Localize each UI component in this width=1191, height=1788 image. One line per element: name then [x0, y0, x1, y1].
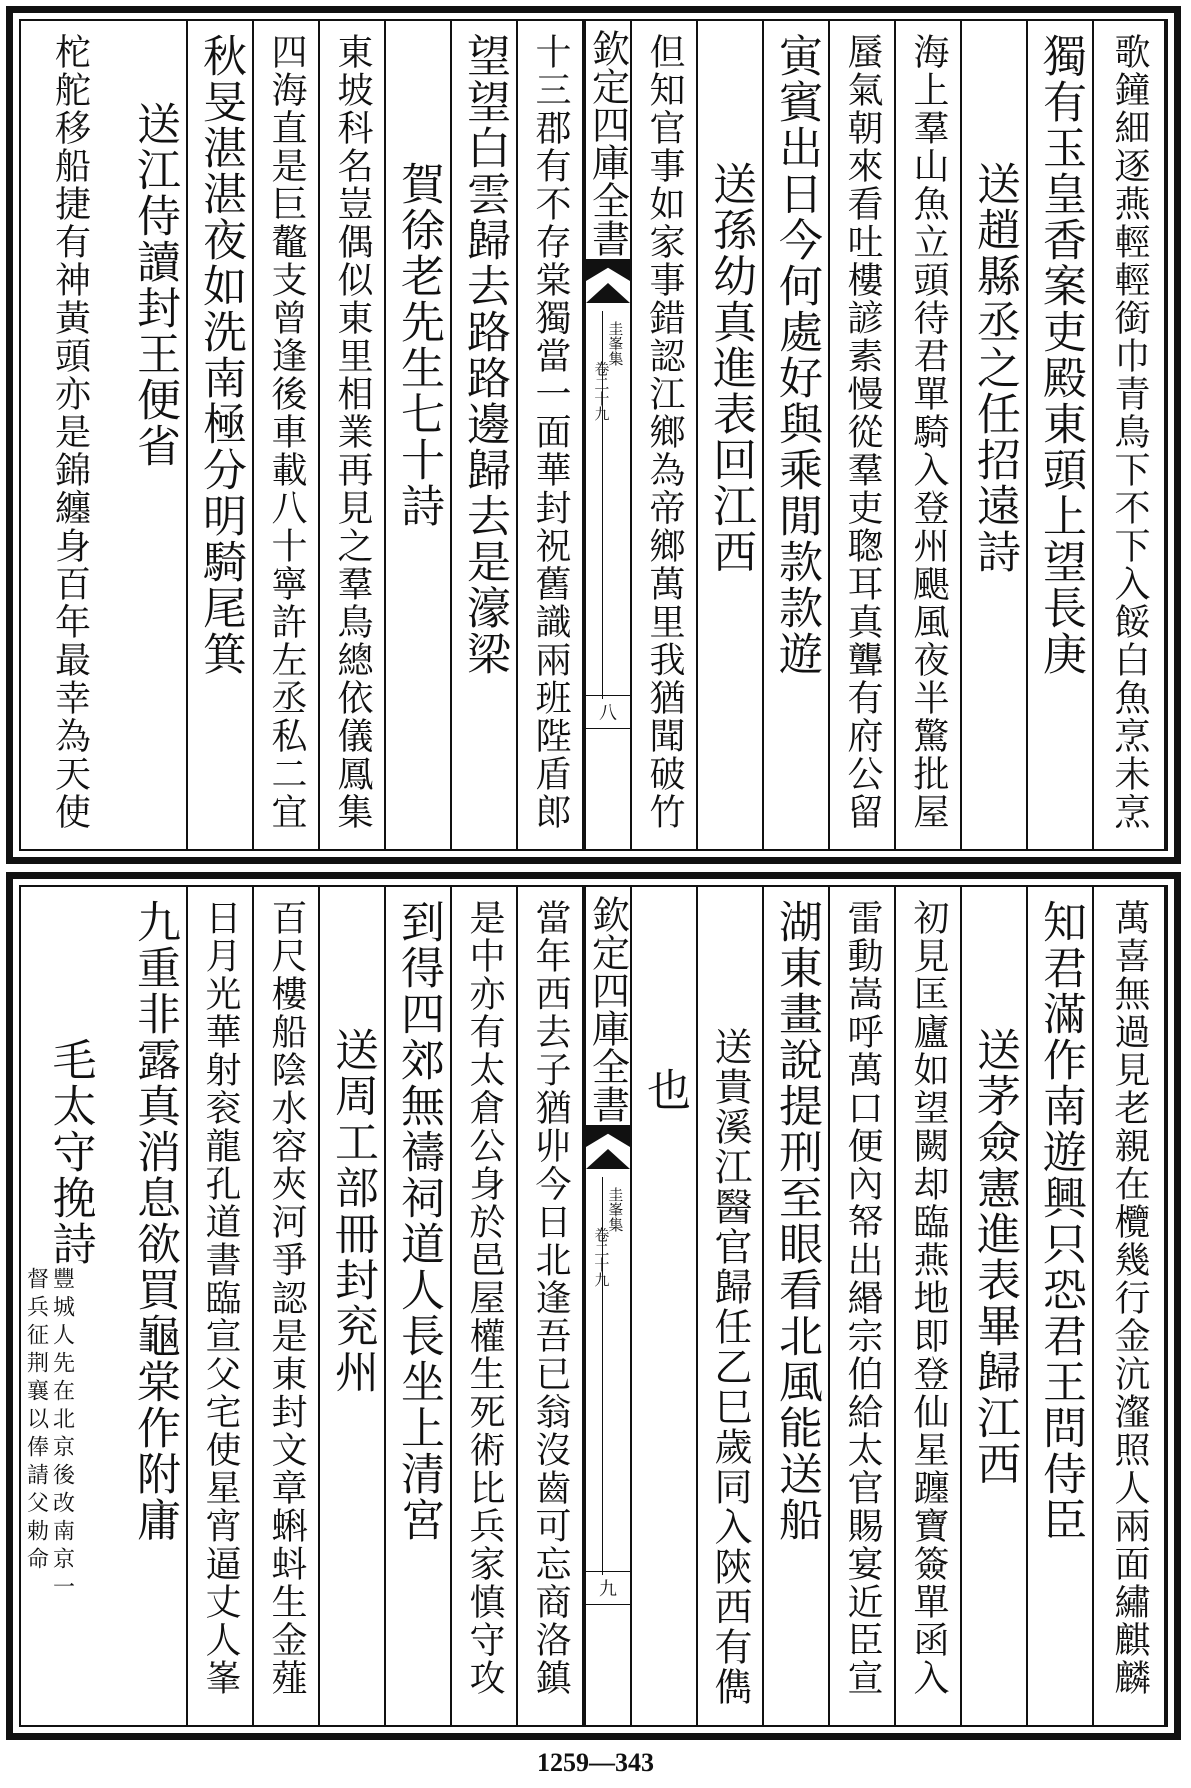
column-text: 但知官事如家事錯認江鄉為帝鄉萬里我猶聞破竹	[644, 33, 685, 831]
text-column	[632, 21, 698, 849]
text-column	[17, 21, 122, 849]
column-text: 十三郡有不存棠獨當一面華封祝舊識兩班陛盾郎	[530, 33, 571, 831]
banner-head: 欽定四庫全書	[585, 29, 630, 257]
poem-title: 送趙縣丞之任招遠詩	[969, 161, 1020, 575]
column-text: 初見匡廬如望闕却臨燕地即登仙星躔寶簽單函入	[908, 899, 949, 1697]
fish-tail-mark	[586, 259, 630, 281]
text-column	[1028, 887, 1094, 1725]
text-column	[1028, 21, 1094, 849]
column-text: 湖東畫說提刑至眼看北風能送船	[771, 899, 822, 1543]
text-column	[518, 887, 584, 1725]
column-text: 到得四郊無禱祠道人長坐上清宮	[393, 899, 444, 1543]
text-column	[188, 887, 254, 1725]
text-column	[632, 887, 698, 1725]
text-column	[1094, 21, 1166, 849]
text-column	[122, 21, 188, 849]
text-column	[962, 887, 1028, 1725]
column-text: 望望白雲歸去路路邊歸去是濠梁	[459, 33, 510, 677]
center-banner	[584, 21, 632, 849]
text-column	[17, 887, 122, 1725]
column-text: 柁舵移船捷有神黃頭亦是錦纏身百年最幸為天使	[49, 33, 91, 831]
text-column	[764, 887, 830, 1725]
text-column	[698, 887, 764, 1725]
text-column	[452, 21, 518, 849]
top-page-frame	[19, 19, 1168, 851]
column-text: 四海直是巨鼇支曾逢後車載八十寧許左丞私二宜	[266, 33, 307, 831]
banner-title: 圭峯集	[606, 1187, 625, 1232]
text-column	[254, 21, 320, 849]
column-text: 寅賓出日今何處好與乘閒款款遊	[771, 33, 822, 677]
poem-title: 送茅僉憲進表畢歸江西	[969, 1027, 1020, 1487]
page-number: 八	[586, 695, 630, 729]
page-number: 九	[586, 1571, 630, 1605]
note-text: 督兵征荆襄以俸請父勅命	[23, 1267, 49, 1575]
text-column	[320, 21, 386, 849]
text-column	[896, 21, 962, 849]
top-page	[6, 6, 1181, 864]
column-text: 雷動嵩呼萬口便內帑出緡宗伯給太官賜宴近臣宣	[842, 899, 883, 1697]
text-column	[1094, 887, 1166, 1725]
text-column	[764, 21, 830, 849]
text-column	[830, 21, 896, 849]
center-banner	[584, 887, 632, 1725]
poem-title: 毛太守挽詩	[44, 1037, 96, 1267]
column-text: 知君滿作南遊興只恐君王問侍臣	[1035, 899, 1086, 1543]
banner-volume: 卷二十九	[592, 1227, 611, 1287]
poem-title: 送孫幼真進表回江西	[705, 161, 756, 575]
column-text: 百尺樓船陰水容夾河爭認是東封文章蝌蚪生金薤	[266, 899, 307, 1697]
bottom-page	[6, 872, 1181, 1740]
column-text: 當年西去子猶丱今日北逢吾已翁沒齒可忘商洛鎮	[530, 899, 571, 1697]
column-text: 東坡科名豈偶似東里相業再見之羣鳥總依儀鳳集	[332, 33, 373, 831]
column-text: 九重非露真消息欲買龜棠作附庸	[129, 899, 180, 1543]
text-column	[452, 887, 518, 1725]
text-column	[254, 887, 320, 1725]
banner-volume: 卷二十九	[592, 361, 611, 421]
column-text: 也	[639, 1067, 690, 1113]
bottom-page-frame	[19, 885, 1168, 1727]
column-text: 是中亦有太倉公身於邑屋權生死術比兵家慎守攻	[464, 899, 505, 1697]
poem-title: 賀徐老先生七十詩	[393, 161, 444, 529]
column-text: 萬喜無過見老親在欖幾行金沆瀣照人兩面繡麒麟	[1109, 899, 1150, 1697]
column-text: 海上羣山魚立頭待君單騎入登州颶風夜半驚批屋	[908, 33, 949, 831]
banner-head: 欽定四庫全書	[585, 895, 630, 1123]
text-column	[122, 887, 188, 1725]
column-text: 獨有玉皇香案吏殿東頭上望長庚	[1035, 33, 1086, 677]
poem-title: 送貴溪江醫官歸任乙巳歲同入陝西有儁	[708, 1027, 752, 1707]
interlinear-notes	[25, 1267, 73, 1603]
text-column	[386, 887, 452, 1725]
note-text: 豐城人先在北京後改南京一	[49, 1267, 75, 1603]
text-column	[518, 21, 584, 849]
fish-tail-mark	[586, 1125, 630, 1147]
poem-title: 送江侍讀封王便省	[129, 101, 180, 469]
text-column	[320, 887, 386, 1725]
banner-title: 圭峯集	[606, 321, 625, 366]
poem-title: 送周工部冊封兖州	[327, 1027, 378, 1395]
text-column	[830, 887, 896, 1725]
fish-tail-mark	[586, 283, 630, 303]
column-text: 歌鐘細逐燕輕輕銜巾青鳥下不下入餒白魚烹未烹	[1109, 33, 1150, 831]
fish-tail-mark	[586, 1149, 630, 1169]
text-column	[188, 21, 254, 849]
column-text: 秋旻湛湛夜如洗南極分明騎尾箕	[195, 33, 246, 677]
column-text: 日月光華射衮龍孔道書臨宣父宅使星宵逼丈人峯	[200, 899, 241, 1697]
text-column	[698, 21, 764, 849]
text-column	[896, 887, 962, 1725]
text-column	[962, 21, 1028, 849]
column-text: 蜃氣朝來看吐樓諺素慢從羣吏聦耳真聾有府公留	[842, 33, 883, 831]
page-footer-number: 1259—343	[537, 1748, 654, 1777]
text-column	[386, 21, 452, 849]
